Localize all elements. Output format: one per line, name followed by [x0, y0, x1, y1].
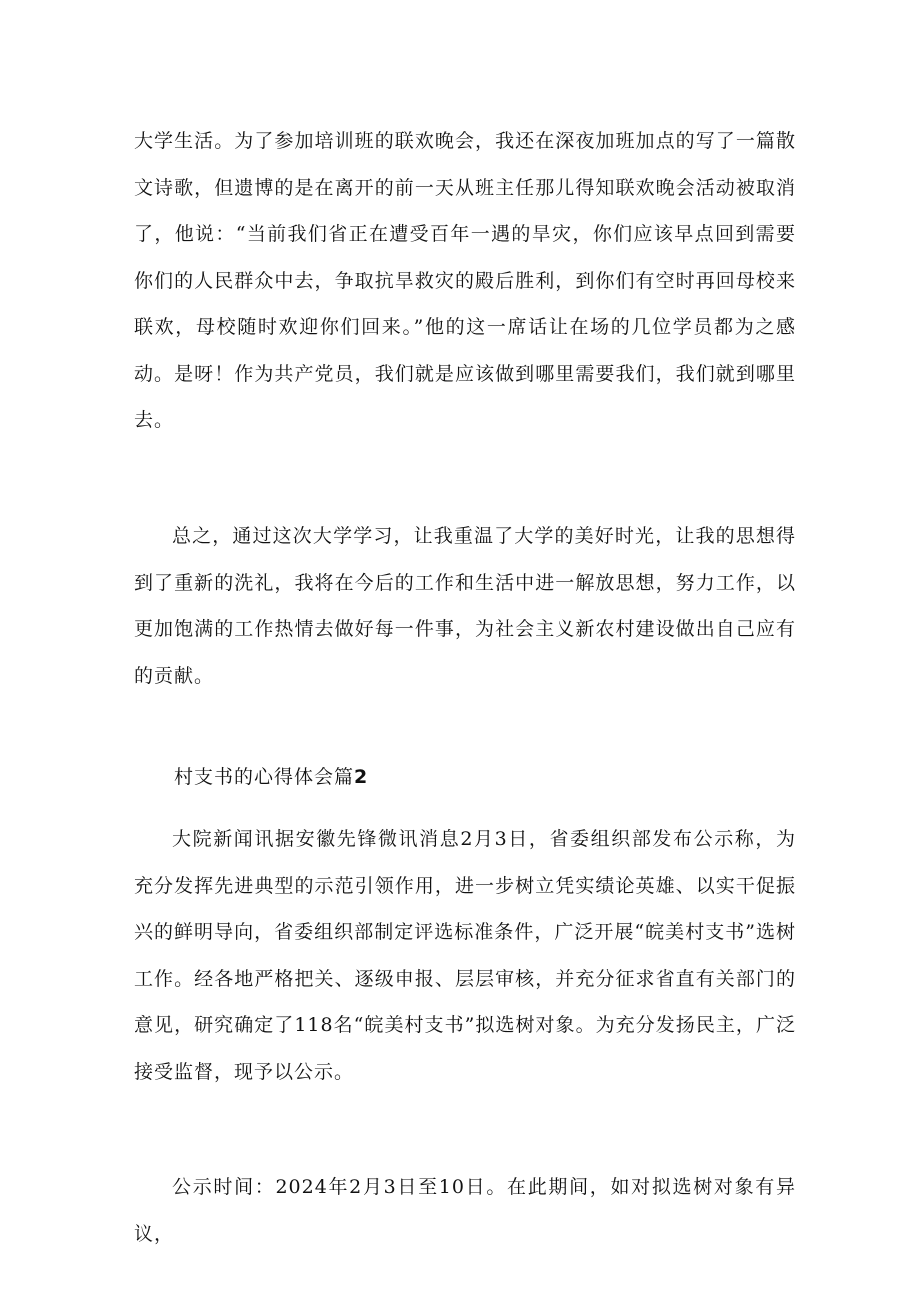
body-paragraph: 总之，通过这次大学学习，让我重温了大学的美好时光，让我的思想得到了重新的洗礼，我将在今后的工作和生活中进一解放思想，努力工作，以更加饱满的工作热情去做好每一件事，为社会主义新农村建设做出自己应有的贡献。 [134, 525, 796, 687]
section-heading-text: 村支书的心得体会篇 [174, 766, 355, 788]
body-paragraph: 公示时间：2024年2月3日至10日。在此期间，如对拟选树对象有异议， [134, 1176, 796, 1245]
body-paragraph: 大院新闻讯据安徽先锋微讯消息2月3日，省委组织部发布公示称，为充分发挥先进典型的示范引领作用，进一步树立凭实绩论英雄、以实干促振兴的鲜明导向，省委组织部制定评选标准条件，广泛开展“皖美村支书”选树工作。经各地严格把关、逐级申报、层层审核，并充分征求省直有关部门的意见，研究确定了118名“皖美村支书”拟选树对象。为充分发扬民主，广泛接受监督，现予以公示。 [134, 828, 796, 1083]
section-heading-number: 2 [354, 766, 369, 788]
section-heading [174, 757, 368, 797]
body-paragraph: 大学生活。为了参加培训班的联欢晚会，我还在深夜加班加点的写了一篇散文诗歌，但遗博的是在离开的前一天从班主任那儿得知联欢晚会活动被取消了，他说：“当前我们省正在遭受百年一遇的旱灾，你们应该早点回到需要你们的人民群众中去，争取抗旱救灾的殿后胜利，到你们有空时再回母校来联欢，母校随时欢迎你们回来。”他的这一席话让在场的几位学员都为之感动。是呀！作为共产党员，我们就是应该做到哪里需要我们，我们就到哪里去。 [134, 130, 796, 431]
